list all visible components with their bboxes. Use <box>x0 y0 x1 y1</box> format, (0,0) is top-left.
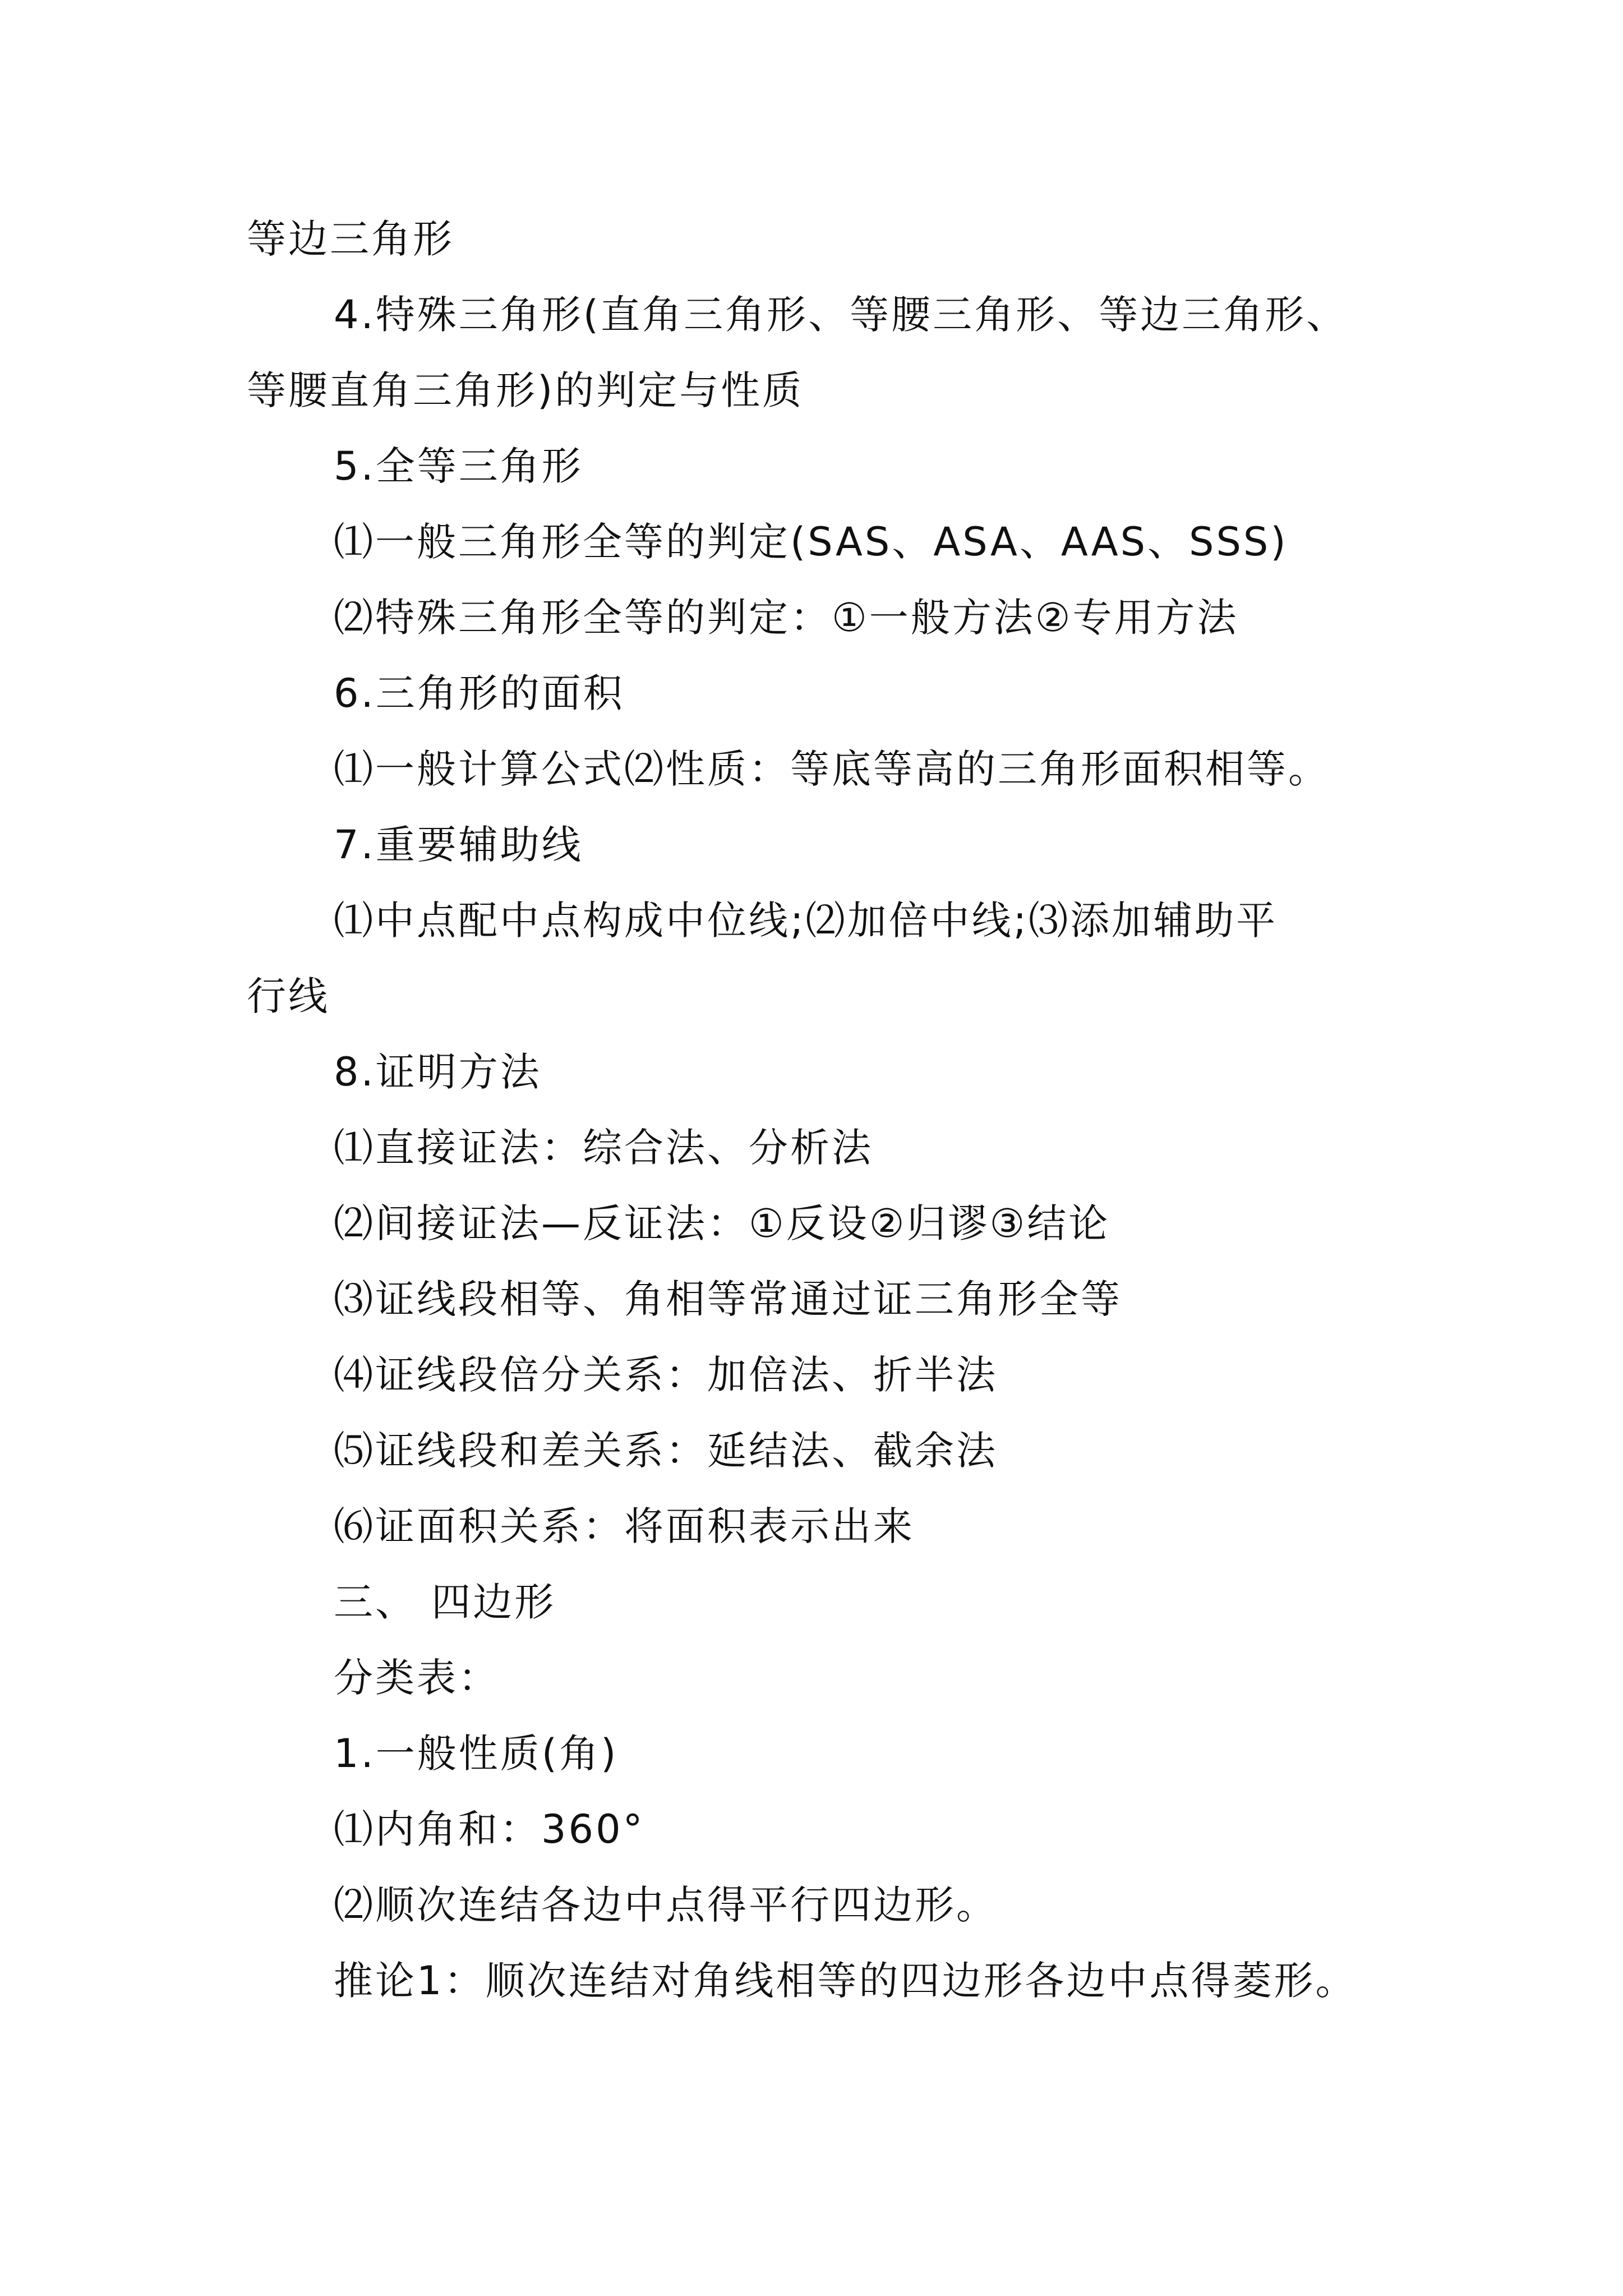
text-line: ⑴一般计算公式⑵性质：等底等高的三角形面积相等。 <box>334 746 1330 792</box>
text-line: ⑴直接证法：综合法、分析法 <box>334 1125 873 1171</box>
text-line: 三、 四边形 <box>334 1579 556 1625</box>
text-line: 分类表： <box>334 1655 500 1701</box>
text-line: 8.证明方法 <box>334 1049 542 1095</box>
text-line: 推论1：顺次连结对角线相等的四边形各边中点得菱形。 <box>334 1958 1357 2004</box>
text-line: 4.特殊三角形(直角三角形、等腰三角形、等边三角形、 <box>334 292 1348 338</box>
text-line: 等腰直角三角形)的判定与性质 <box>247 367 804 413</box>
text-line: ⑴中点配中点构成中位线;⑵加倍中线;⑶添加辅助平 <box>334 898 1278 944</box>
text-line: ⑶证线段相等、角相等常通过证三角形全等 <box>334 1276 1122 1322</box>
text-line: ⑵特殊三角形全等的判定：①一般方法②专用方法 <box>334 595 1239 641</box>
text-line: ⑴内角和：360° <box>334 1806 645 1852</box>
text-line: 等边三角形 <box>247 216 454 262</box>
text-line: ⑷证线段倍分关系：加倍法、折半法 <box>334 1352 998 1398</box>
text-line: 7.重要辅助线 <box>334 822 583 868</box>
text-line: ⑹证面积关系：将面积表示出来 <box>334 1503 915 1549</box>
text-line: ⑴一般三角形全等的判定(SAS、ASA、AAS、SSS) <box>334 519 1288 565</box>
text-line: ⑸证线段和差关系：延结法、截余法 <box>334 1428 998 1474</box>
text-line: 5.全等三角形 <box>334 443 583 489</box>
text-line: ⑵间接证法—反证法：①反设②归谬③结论 <box>334 1200 1110 1246</box>
text-line: 1.一般性质(角) <box>334 1731 619 1777</box>
text-line: 行线 <box>247 973 330 1019</box>
text-line: 6.三角形的面积 <box>334 670 625 716</box>
text-line: ⑵顺次连结各边中点得平行四边形。 <box>334 1882 998 1928</box>
